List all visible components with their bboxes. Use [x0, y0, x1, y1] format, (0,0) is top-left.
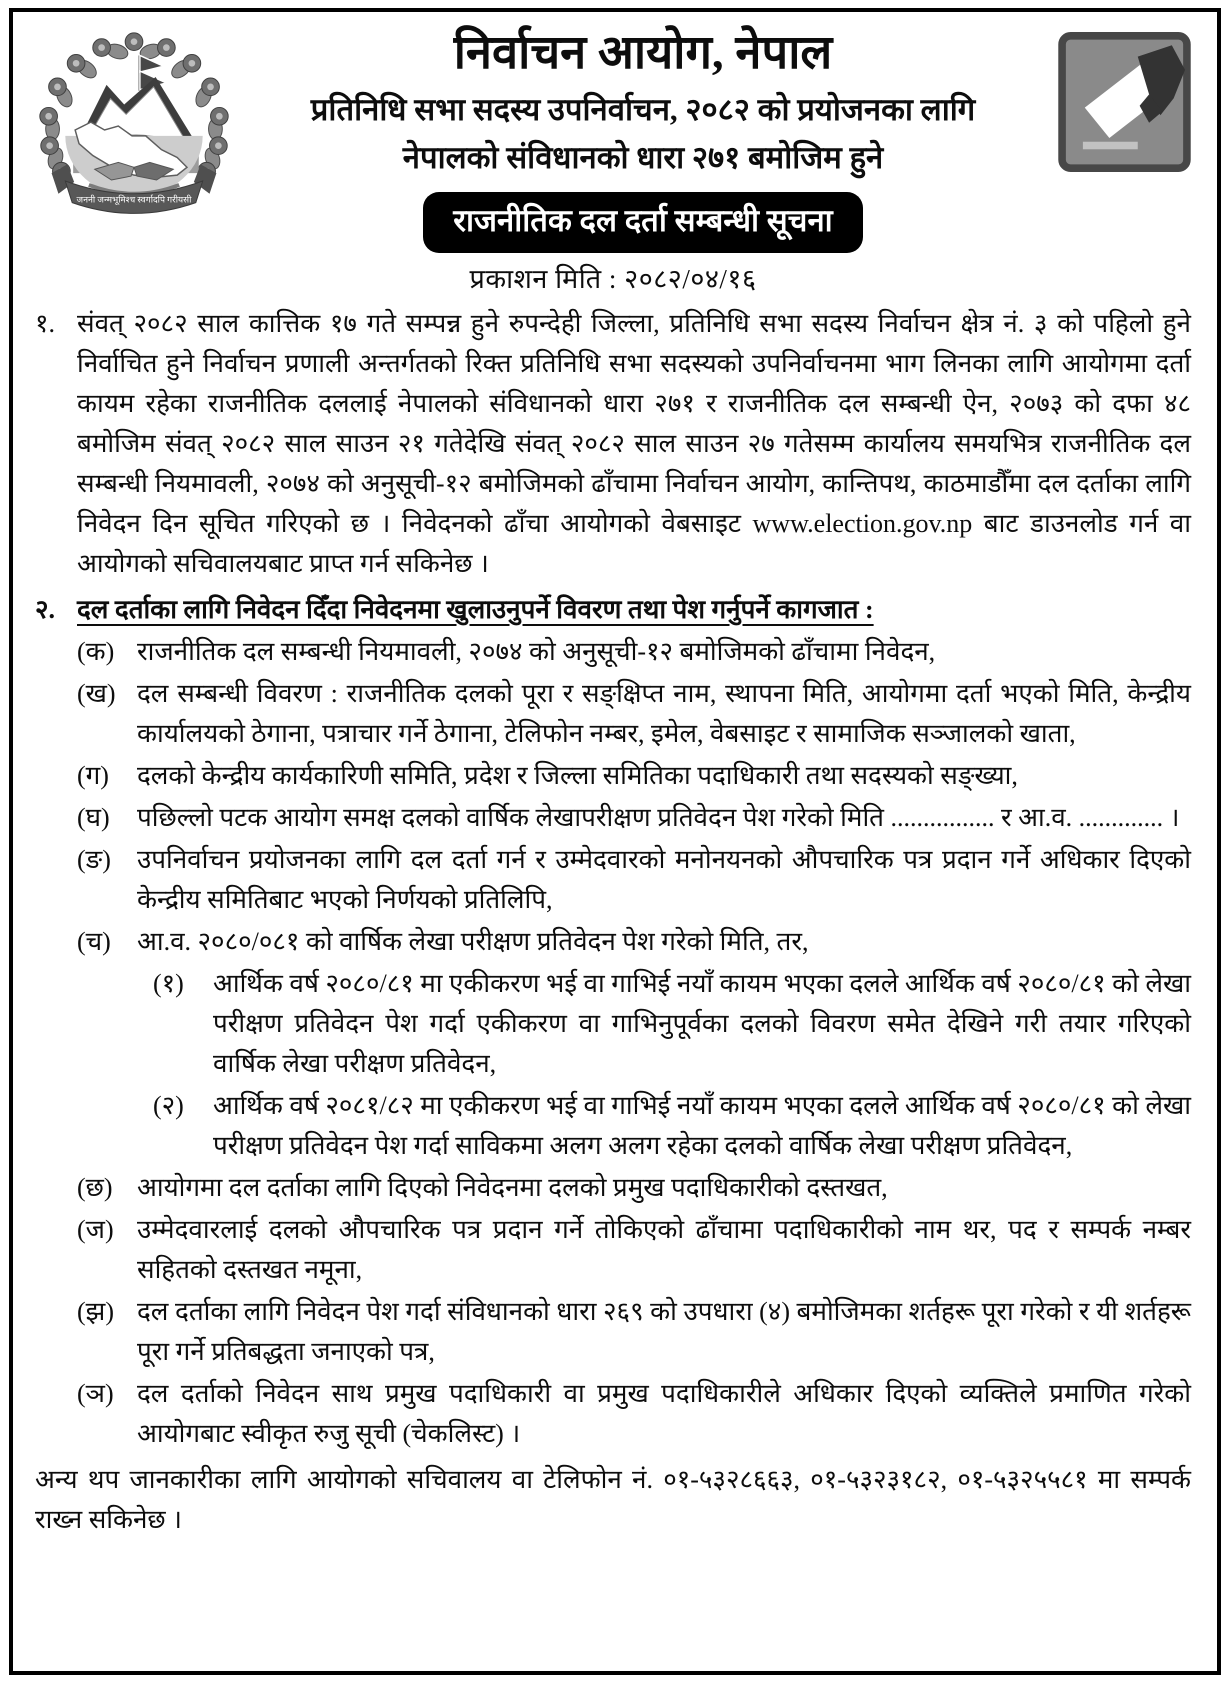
notice-frame	[9, 8, 1221, 1675]
sub-item-label: (च)	[77, 926, 111, 956]
sub-item-label: (ग)	[77, 760, 109, 790]
sub-item-text: दल सम्बन्धी विवरण : राजनीतिक दलको पूरा र सङ्क्षिप्त नाम, स्थापना मिति, आयोगमा दर्ता भएको मिति, केन्द्रीय कार्यालयको ठेगाना, पत्राचार गर्ने ठेगाना, टेलिफोन नम्बर, इमेल, वेबसाइट र सामाजिक सञ्जालको खाता,	[137, 678, 1191, 748]
sub-item-text: दलको केन्द्रीय कार्यकारिणी समिति, प्रदेश र जिल्ला समितिका पदाधिकारी तथा सदस्यको सङ्ख्या,	[137, 760, 1018, 790]
sub-item-jha	[77, 1292, 1191, 1372]
header-subtitle-2: नेपालको संविधानको धारा २७१ बमोजिम हुने	[402, 140, 884, 176]
sub-item-label: (क)	[77, 636, 115, 666]
nested-item-text: आर्थिक वर्ष २०८०/८१ मा एकीकरण भई वा गाभिई नयाँ कायम भएका दलले आर्थिक वर्ष २०८०/८१ को लेखा परीक्षण प्रतिवेदन पेश गर्दा एकीकरण वा गाभिनुपूर्वका दलको विवरण समेत देखिने गरी तयार गरिएको वार्षिक लेखा परीक्षण प्रतिवेदन,	[213, 968, 1191, 1078]
nepal-coat-of-arms-icon	[35, 26, 233, 234]
header	[35, 22, 1191, 253]
footer-contact-note: अन्य थप जानकारीका लागि आयोगको सचिवालय वा टेलिफोन नं. ०१-५३२८६६३, ०१-५३२३१८२, ०१-५३२५५८१ मा सम्पर्क राख्न सकिनेछ ।	[35, 1464, 1191, 1534]
sub-item-text: उम्मेदवारलाई दलको औपचारिक पत्र प्रदान गर्ने तोकिएको ढाँचामा पदाधिकारीको नाम थर, पद र सम्पर्क नम्बर सहितको दस्तखत नमूना,	[137, 1214, 1191, 1284]
notice-body	[35, 304, 1191, 1540]
sub-item-label: (ङ)	[77, 844, 111, 874]
sub-item-chha	[77, 1168, 1191, 1208]
org-title: निर्वाचन आयोग, नेपाल	[453, 27, 833, 79]
nepal-emblem-logo	[35, 22, 235, 239]
publish-date: प्रकाशन मिति : २०८२/०४/१६	[469, 263, 757, 294]
sub-item-text: पछिल्लो पटक आयोग समक्ष दलको वार्षिक लेखापरीक्षण प्रतिवेदन पेश गरेको मिति ................ र आ.व. ............. ।	[137, 802, 1180, 832]
notice-title: राजनीतिक दल दर्ता सम्बन्धी सूचना	[453, 202, 833, 238]
nested-item-text: आर्थिक वर्ष २०८१/८२ मा एकीकरण भई वा गाभिई नयाँ कायम भएका दलले आर्थिक वर्ष २०८०/८१ को लेखा परीक्षण प्रतिवेदन पेश गर्दा साविकमा अलग अलग रहेका दलको वार्षिक लेखा परीक्षण प्रतिवेदन,	[213, 1090, 1191, 1160]
header-center	[235, 22, 1051, 253]
ballot-box-corner	[1051, 22, 1191, 177]
sub-item-ka	[77, 632, 1191, 672]
sub-item-text: आयोगमा दल दर्ताका लागि दिएको निवेदनमा दलको प्रमुख पदाधिकारीको दस्तखत,	[137, 1172, 888, 1202]
item-text: संवत् २०८२ साल कात्तिक १७ गते सम्पन्न हुने रुपन्देही जिल्ला, प्रतिनिधि सभा सदस्य निर्वाचन क्षेत्र नं. ३ को पहिलो हुने निर्वाचित हुने निर्वाचन प्रणाली अन्तर्गतको रिक्त प्रतिनिधि सभा सदस्यको उपनिर्वाचनमा भाग लिनका लागि आयोगमा दर्ता कायम रहेका राजनीतिक दललाई नेपालको संविधानको धारा २७१ र राजनीतिक दल सम्बन्धी ऐन, २०७३ को दफा ४८ बमोजिम संवत् २०८२ साल साउन २१ गतेदेखि संवत् २०८२ साल साउन २७ गतेसम्म कार्यालय समयभित्र राजनीतिक दल सम्बन्धी नियमावली, २०७४ को अनुसूची-१२ बमोजिमको ढाँचामा निर्वाचन आयोग, कान्तिपथ, काठमाडौँमा दल दर्ताका लागि निवेदन दिन सूचित गरिएको छ । निवेदनको ढाँचा आयोगको वेबसाइट www.election.gov.np बाट डाउनलोड गर्न वा आयोगको सचिवालयबाट प्राप्त गर्न सकिनेछ ।	[77, 308, 1191, 578]
sub-item-kha	[77, 674, 1191, 754]
nested-item-label: (२)	[153, 1090, 184, 1120]
sub-item-text: उपनिर्वाचन प्रयोजनका लागि दल दर्ता गर्न र उम्मेदवारको मनोनयनको औपचारिक पत्र प्रदान गर्ने अधिकार दिएको केन्द्रीय समितिबाट भएको निर्णयको प्रतिलिपि,	[137, 844, 1191, 914]
sub-item-label: (छ)	[77, 1172, 113, 1202]
sub-item-gha	[77, 798, 1191, 838]
sub-item-text: आ.व. २०८०/०८१ को वार्षिक लेखा परीक्षण प्रतिवेदन पेश गरेको मिति, तर,	[137, 926, 809, 956]
section-heading: दल दर्ताका लागि निवेदन दिँदा निवेदनमा खुलाउनुपर्ने विवरण तथा पेश गर्नुपर्ने कागजात :	[77, 594, 874, 624]
sub-item-label: (ख)	[77, 678, 116, 708]
sub-item-ja	[77, 1210, 1191, 1290]
nested-item-2	[153, 1086, 1191, 1166]
sub-item-text: राजनीतिक दल सम्बन्धी नियमावली, २०७४ को अनुसूची-१२ बमोजिमको ढाँचामा निवेदन,	[137, 636, 936, 666]
ballot-hand-icon	[1058, 32, 1191, 172]
sub-item-nga	[77, 840, 1191, 920]
sub-item-label: (झ)	[77, 1296, 114, 1326]
notice-title-box	[423, 192, 862, 253]
sub-item-label: (ज)	[77, 1214, 114, 1244]
sub-item-label: (घ)	[77, 802, 110, 832]
sub-item-text: दल दर्ताका लागि निवेदन पेश गर्दा संविधानको धारा २६९ को उपधारा (४) बमोजिमका शर्तहरू पूरा गरेको र यी शर्तहरू पूरा गर्ने प्रतिबद्धता जनाएको पत्र,	[137, 1296, 1191, 1366]
sub-item-ga	[77, 756, 1191, 796]
header-subtitle-1: प्रतिनिधि सभा सदस्य उपनिर्वाचन, २०८२ को प्रयोजनका लागि	[310, 91, 976, 127]
sub-item-label: (ञ)	[77, 1378, 114, 1408]
list-item-1	[35, 304, 1191, 584]
list-item-2	[35, 590, 1191, 630]
item-number: २.	[35, 594, 56, 624]
sub-item-nya	[77, 1374, 1191, 1454]
nested-item-1	[153, 964, 1191, 1084]
sub-item-cha	[77, 922, 1191, 962]
nested-item-label: (१)	[153, 968, 184, 998]
emblem-motto: जननी जन्मभूमिश्च स्वर्गादपि गरीयसी	[76, 194, 192, 205]
sub-item-text: दल दर्ताको निवेदन साथ प्रमुख पदाधिकारी वा प्रमुख पदाधिकारीले अधिकार दिएको व्यक्तिले प्रमाणित गरेको आयोगबाट स्वीकृत रुजु सूची (चेकलिस्ट) ।	[137, 1378, 1191, 1448]
item-number: १.	[35, 308, 56, 338]
